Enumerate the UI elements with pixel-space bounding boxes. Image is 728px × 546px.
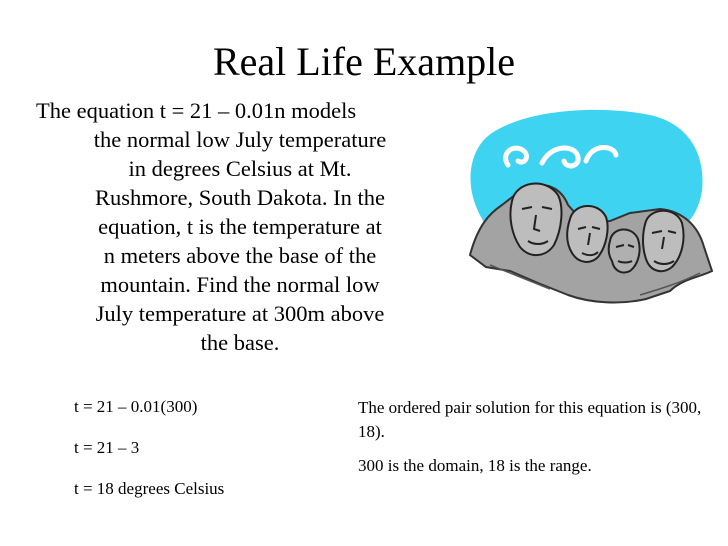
problem-line: the base. bbox=[200, 330, 280, 355]
problem-line: mountain. Find the normal low bbox=[100, 272, 380, 297]
problem-line: The equation t = 21 – 0.01n models bbox=[36, 98, 357, 123]
problem-line: n meters above the base of the bbox=[103, 243, 377, 268]
step-line: t = 21 – 0.01(300) bbox=[74, 397, 198, 416]
problem-line: equation, t is the temperature at bbox=[98, 214, 382, 239]
problem-line: July temperature at 300m above bbox=[95, 301, 385, 326]
problem-line: the normal low July temperature bbox=[93, 127, 387, 152]
step-line: t = 21 – 3 bbox=[74, 438, 140, 457]
solution-explanation bbox=[358, 396, 718, 488]
problem-line: Rushmore, South Dakota. In the bbox=[95, 185, 385, 210]
domain-range-text: 300 is the domain, 18 is the range. bbox=[358, 456, 592, 475]
slide-title: Real Life Example bbox=[212, 39, 516, 84]
solution-steps bbox=[74, 396, 334, 519]
step-line: t = 18 degrees Celsius bbox=[74, 479, 225, 498]
problem-line: in degrees Celsius at Mt. bbox=[128, 156, 352, 181]
mount-rushmore-icon bbox=[450, 95, 720, 320]
problem-statement bbox=[30, 96, 450, 357]
ordered-pair-text: The ordered pair solution for this equation is (300, 18). bbox=[358, 398, 702, 441]
